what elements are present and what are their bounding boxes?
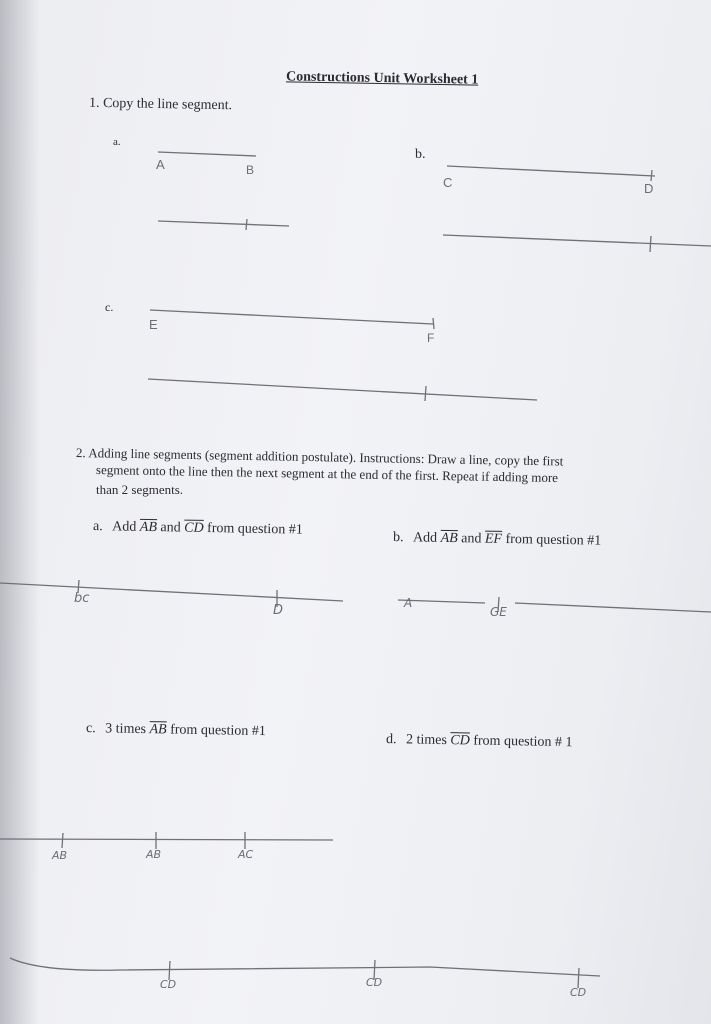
part-2b-text3: from question #1 bbox=[505, 531, 602, 549]
question-1-prompt: 1. Copy the line segment. bbox=[88, 95, 233, 114]
question-2-prompt-line1: 2. Adding line segments (segment addition postulate). Instructions: Draw a line, copy the first bbox=[75, 445, 564, 469]
part-2a-label: a. bbox=[92, 519, 103, 535]
part-2c-text1: 3 times bbox=[105, 721, 147, 738]
part-2b-text2: and bbox=[461, 531, 482, 547]
part-2d-label: d. bbox=[385, 732, 397, 748]
hand-label-2a-1: bc bbox=[74, 591, 90, 606]
part-2d bbox=[386, 732, 573, 751]
part-2b-text1: Add bbox=[412, 530, 438, 546]
part-2b-seg1: $\overline{AB}$ bbox=[440, 530, 458, 547]
part-1c-label: c. bbox=[105, 300, 114, 314]
part-2d-text1: 2 times bbox=[405, 732, 447, 749]
segment-cd bbox=[447, 166, 655, 176]
copy-tick-c bbox=[425, 386, 426, 401]
part-2a-text2: and bbox=[160, 520, 181, 536]
hand-label-2b-2: GE bbox=[490, 605, 507, 619]
line-2b-ext bbox=[515, 603, 711, 612]
part-2c-label: c. bbox=[85, 721, 96, 737]
copy-tick-b bbox=[650, 236, 651, 252]
part-2b-label: b. bbox=[392, 530, 404, 546]
question-2-prompt-line3: than 2 segments. bbox=[96, 482, 184, 497]
copy-line-c bbox=[148, 379, 537, 400]
tick-2d-3 bbox=[578, 968, 579, 988]
segment-ab bbox=[158, 152, 256, 156]
part-2d-text2: from question # 1 bbox=[473, 733, 573, 751]
part-2b-seg2: $\overline{EF}$ bbox=[484, 531, 503, 547]
tick-d bbox=[651, 170, 652, 181]
point-f-label: F bbox=[427, 331, 435, 345]
part-2a-seg2: $\overline{CD}$ bbox=[184, 520, 204, 536]
copy-line-b bbox=[443, 235, 711, 246]
point-c-label: C bbox=[443, 175, 453, 190]
part-2c bbox=[86, 721, 266, 740]
part-2a-seg1: $\overline{AB}$ bbox=[139, 519, 158, 536]
line-2a bbox=[0, 583, 343, 601]
point-e-label: E bbox=[149, 317, 158, 332]
hand-label-2c-2: AB bbox=[146, 848, 162, 861]
copy-line-a bbox=[158, 221, 289, 226]
part-1a-label: a. bbox=[113, 136, 121, 148]
part-2a-text3: from question #1 bbox=[206, 520, 303, 538]
segment-ef bbox=[150, 310, 433, 324]
point-b-label: B bbox=[246, 163, 255, 177]
part-2d-seg1: $\overline{CD}$ bbox=[450, 733, 470, 749]
line-2c bbox=[0, 839, 333, 840]
copy-tick-a bbox=[246, 219, 247, 230]
hand-label-2a-2: D bbox=[273, 603, 284, 618]
point-a-label: A bbox=[156, 157, 165, 172]
part-2a-text1: Add bbox=[112, 519, 137, 535]
hand-label-2d-3: CD bbox=[570, 986, 587, 999]
hand-label-2b-1: A bbox=[404, 596, 413, 610]
part-1b-label: b. bbox=[415, 147, 426, 162]
part-2c-seg1: $\overline{AB}$ bbox=[149, 722, 167, 738]
tick-f bbox=[433, 318, 434, 329]
part-2c-text2: from question #1 bbox=[170, 722, 266, 740]
tick-2c-1 bbox=[62, 833, 63, 848]
hand-label-2d-1: CD bbox=[160, 978, 177, 991]
point-d-label: D bbox=[644, 181, 654, 196]
line-2d bbox=[10, 958, 600, 976]
worksheet-title: Constructions Unit Worksheet 1 bbox=[285, 69, 479, 88]
hand-label-2c-1: AB bbox=[52, 849, 68, 862]
hand-label-2d-2: CD bbox=[366, 976, 383, 989]
question-2-prompt-line2: segment onto the line then the next segment at the end of the first. Repeat if adding more bbox=[95, 462, 559, 486]
hand-label-2c-3: AC bbox=[238, 848, 254, 861]
